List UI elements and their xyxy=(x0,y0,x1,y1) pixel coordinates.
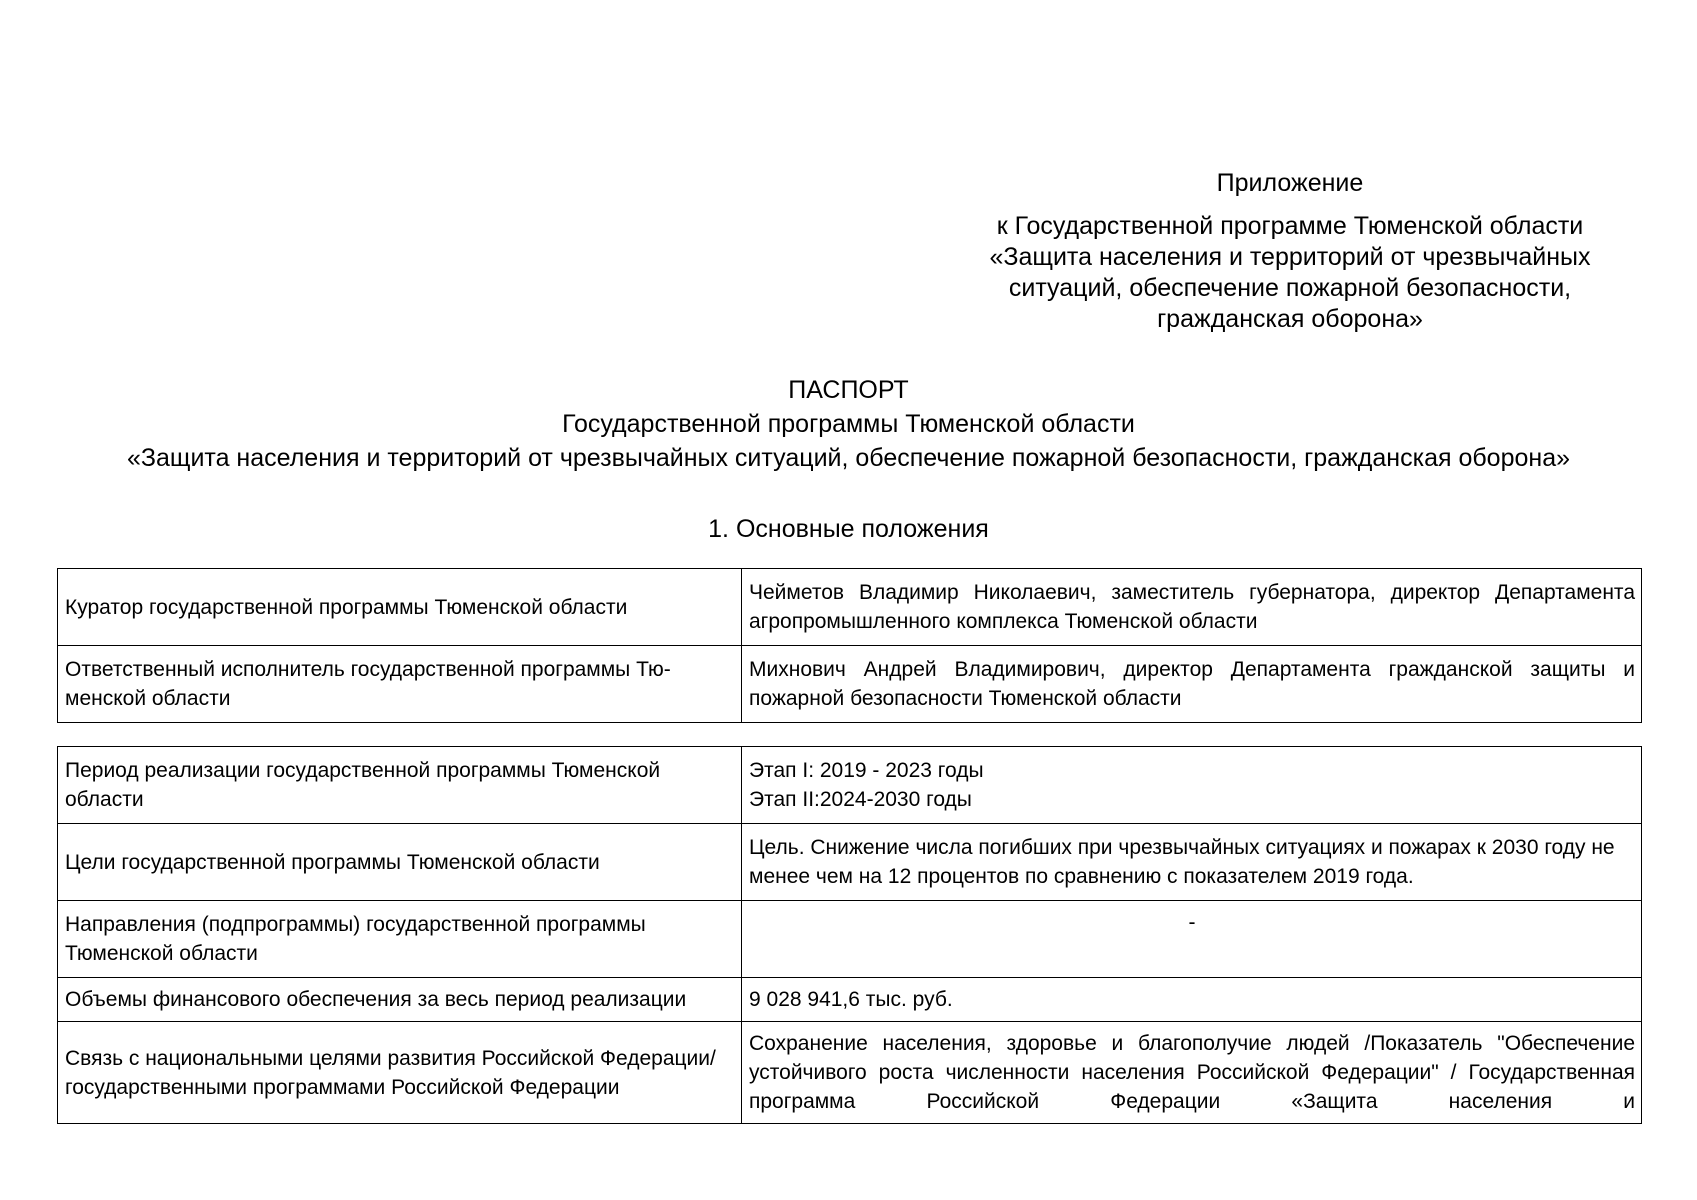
row-label: Связь с национальными целями развития Российской Федерации/ государственными программами Российской Федерации xyxy=(58,1022,742,1124)
table-row xyxy=(58,646,1642,723)
row-value: 9 028 941,6 тыс. руб. xyxy=(742,978,1642,1022)
row-label: Куратор государственной программы Тюменской области xyxy=(58,569,742,646)
appendix-line: ситуаций, обеспечение пожарной безопасности, xyxy=(1008,274,1572,302)
row-value xyxy=(742,747,1642,824)
stage-line: Этап I: 2019 - 2023 годы xyxy=(749,759,984,782)
table-row xyxy=(58,901,1642,978)
appendix-block xyxy=(930,168,1650,335)
row-value: Чейметов Владимир Николаевич, заместитель губернатора, директор Департамента агропромышленного комплекса Тюменской области xyxy=(742,569,1642,646)
row-label: Цели государственной программы Тюменской области xyxy=(58,824,742,901)
row-value: - xyxy=(742,901,1642,978)
row-value: Михнович Андрей Владимирович, директор Департамента гражданской защиты и пожарной безопасности Тюменской области xyxy=(742,646,1642,723)
appendix-title: Приложение xyxy=(1216,169,1364,197)
appendix-line: «Защита населения и территорий от чрезвычайных xyxy=(989,243,1591,271)
row-label: Объемы финансового обеспечения за весь период реализации xyxy=(58,978,742,1022)
table-row xyxy=(58,978,1642,1022)
table-row xyxy=(58,824,1642,901)
appendix-line: гражданская оборона» xyxy=(1157,305,1423,333)
passport-table-details xyxy=(57,746,1642,1124)
row-label: Ответственный исполнитель государственной программы Тю-менской области xyxy=(58,646,742,723)
passport-heading xyxy=(0,373,1697,475)
table-row xyxy=(58,1022,1642,1124)
table-row xyxy=(58,569,1642,646)
stage-line: Этап II:2024-2030 годы xyxy=(749,788,972,811)
heading-title: ПАСПОРТ xyxy=(788,376,909,404)
table-row xyxy=(58,747,1642,824)
row-value: Сохранение населения, здоровье и благополучие людей /Показатель "Обеспечение устойчивого роста численности населения Российской Федерации" / Государственная программа Российской Федерации «Защита населения и xyxy=(742,1022,1642,1124)
section-title: 1. Основные положения xyxy=(708,515,989,543)
heading-program-name: «Защита населения и территорий от чрезвычайных ситуаций, обеспечение пожарной безопасности, гражданская оборона» xyxy=(126,444,1571,472)
row-label: Период реализации государственной программы Тюменской области xyxy=(58,747,742,824)
row-value: Цель. Снижение числа погибших при чрезвычайных ситуациях и пожарах к 2030 году не менее чем на 12 процентов по сравнению с показателем 2019 года. xyxy=(742,824,1642,901)
heading-subtitle: Государственной программы Тюменской области xyxy=(562,410,1135,438)
passport-table-main xyxy=(57,568,1642,723)
row-label: Направления (подпрограммы) государственной программы Тюменской области xyxy=(58,901,742,978)
appendix-line: к Государственной программе Тюменской области xyxy=(996,212,1584,240)
